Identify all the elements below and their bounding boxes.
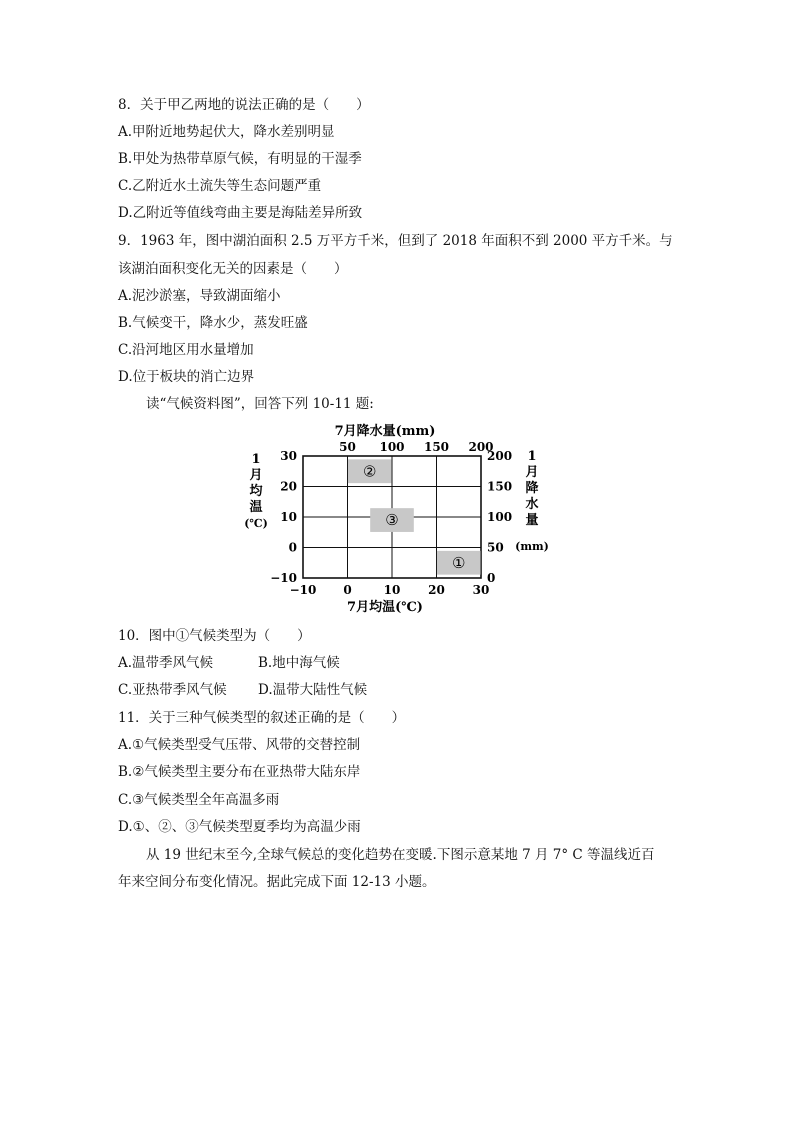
top-ticks: [339, 440, 493, 454]
bottom-tick-label: 20: [428, 583, 445, 597]
q11-option-c: C.③气候类型全年高温多雨: [118, 792, 280, 808]
climate-point-label: ③: [385, 511, 399, 530]
top-tick-label: 200: [468, 440, 494, 454]
bottom-tick-label: 30: [472, 583, 490, 597]
q11-option-b: B.②气候类型主要分布在亚热带大陆东岸: [118, 764, 361, 780]
intro-10-11: 读“气候资料图”，回答下列 10-11 题:: [146, 396, 374, 412]
bottom-tick-label: 10: [383, 583, 401, 597]
q8-option-a: A.甲附近地势起伏大，降水差别明显: [118, 124, 335, 140]
left-tick-label: 0: [288, 540, 297, 555]
q11-stem: 11．关于三种气候类型的叙述正确的是（ ）: [118, 710, 406, 726]
bottom-tick-label: 0: [343, 583, 352, 597]
q8-option-c: C.乙附近水土流失等生态问题严重: [118, 178, 322, 194]
right-tick-label: 100: [487, 510, 513, 524]
q9-option-b: B.气候变干，降水少，蒸发旺盛: [118, 315, 308, 331]
left-tick-label: 10: [280, 510, 297, 524]
left-tick-label: −10: [270, 571, 297, 585]
left-axis-label: [244, 452, 268, 530]
q10-option-d: D.温带大陆性气候: [258, 682, 368, 698]
right-axis-label-char: 量: [525, 513, 539, 528]
intro-12-13-line1: 从 19 世纪末至今,全球气候总的变化趋势在变暖.下图示意某地 7 月 7° C 等温线近百: [146, 847, 655, 863]
bottom-ticks: [290, 583, 490, 597]
intro-12-13-line2: 年来空间分布变化情况。据此完成下面 12-13 小题。: [118, 874, 436, 890]
q8-option-b: B.甲处为热带草原气候，有明显的干湿季: [118, 151, 362, 167]
top-tick-label: 100: [379, 440, 405, 454]
right-tick-label: 200: [487, 449, 513, 463]
climate-point-label: ②: [363, 462, 377, 481]
q11-option-d: D.①、②、③气候类型夏季均为高温少雨: [118, 819, 361, 835]
left-axis-label-char: 1: [251, 452, 261, 467]
q11-option-a: A.①气候类型受气压带、风带的交替控制: [118, 737, 361, 753]
right-ticks: [487, 449, 512, 585]
q10-option-c: C.亚热带季风气候: [118, 682, 227, 698]
left-tick-label: 30: [280, 449, 297, 463]
left-axis-label-char: 月: [249, 468, 263, 483]
left-axis-label-char: (℃): [244, 517, 268, 530]
right-axis-label-char: 降: [525, 481, 539, 496]
q9-option-a: A.泥沙淤塞，导致湖面缩小: [118, 288, 281, 304]
q10-options-row2: [118, 681, 367, 699]
left-axis-label-char: 温: [249, 500, 263, 515]
right-axis-label-char: 1: [527, 449, 537, 464]
q9-option-c: C.沿河地区用水量增加: [118, 342, 254, 358]
q10-option-a: A.温带季风气候: [118, 655, 214, 671]
q9-stem-line1: 9．1963 年，图中湖泊面积 2.5 万平方千米，但到了 2018 年面积不到 2000 平方千米。与: [118, 233, 673, 249]
right-tick-label: 0: [487, 571, 496, 585]
right-tick-label: 150: [487, 479, 513, 494]
right-axis-label: [525, 449, 538, 528]
left-ticks: [270, 449, 297, 585]
top-axis-label: 7月降水量(mm): [334, 424, 436, 439]
right-axis-unit: (mm): [515, 540, 549, 553]
right-axis-label-char: 月: [525, 465, 539, 480]
q9-option-d: D.位于板块的消亡边界: [118, 369, 255, 385]
left-tick-label: 20: [280, 479, 297, 494]
bottom-axis-label: 7月均温(℃): [347, 600, 423, 615]
bottom-tick-label: −10: [289, 583, 317, 597]
climate-data-chart: [240, 418, 560, 618]
climate-point-label: ①: [452, 553, 466, 572]
q10-options-row1: [118, 654, 340, 672]
q10-option-b: B.地中海气候: [258, 655, 340, 671]
q8-option-d: D.乙附近等值线弯曲主要是海陆差异所致: [118, 205, 363, 221]
right-axis-label-char: 水: [525, 497, 539, 512]
left-axis-label-char: 均: [249, 484, 263, 499]
climate-chart-svg: [240, 418, 560, 618]
top-tick-label: 50: [339, 440, 356, 454]
q9-stem-line2: 该湖泊面积变化无关的因素是（ ）: [118, 261, 348, 277]
q8-stem: 8．关于甲乙两地的说法正确的是（ ）: [118, 97, 370, 113]
q10-stem: 10．图中①气候类型为（ ）: [118, 628, 311, 644]
top-tick-label: 150: [423, 440, 450, 454]
right-tick-label: 50: [487, 540, 504, 555]
